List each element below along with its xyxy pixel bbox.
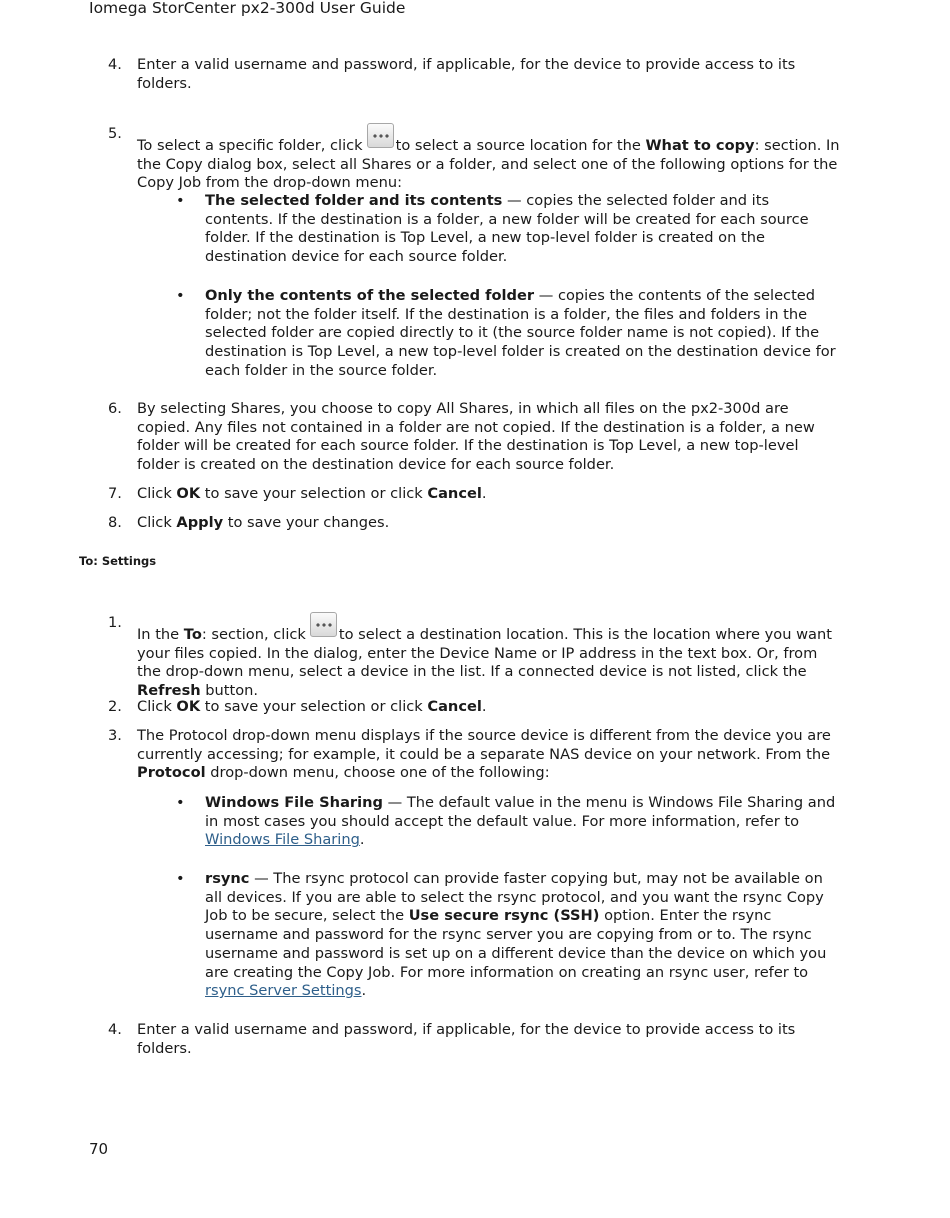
bold-text: The selected folder and its contents bbox=[205, 192, 503, 209]
bold-text: Apply bbox=[176, 514, 224, 531]
list-number: 8. bbox=[108, 514, 122, 531]
list-number: 3. bbox=[108, 727, 122, 744]
list-item bbox=[108, 485, 843, 504]
bold-text: OK bbox=[176, 485, 201, 502]
list-number: 2. bbox=[108, 698, 122, 715]
list-item-text bbox=[137, 727, 843, 783]
text-run: To select a specific folder, click bbox=[137, 137, 363, 154]
bullet-item bbox=[176, 192, 836, 267]
list-item-text: Enter a valid username and password, if applicable, for the device to provide access to its folders. bbox=[137, 1021, 796, 1057]
text-run: Click bbox=[137, 698, 172, 715]
browse-button-icon bbox=[367, 123, 394, 148]
text-run: . bbox=[481, 485, 487, 502]
text-run: . bbox=[361, 982, 367, 1000]
text-run: drop-down menu, choose one of the following: bbox=[210, 764, 550, 782]
text-run: to save your changes. bbox=[227, 514, 390, 531]
bullet-item bbox=[176, 287, 836, 381]
text-run: button. bbox=[205, 682, 259, 700]
list-item bbox=[108, 698, 843, 717]
rsync-server-settings-link[interactable]: rsync Server Settings bbox=[205, 982, 362, 1000]
list-item-text: By selecting Shares, you choose to copy All Shares, in which all files on the px2-300d are copied. Any files not contained in a folder are not copied. If the destination is a folder, a new folder will be created for each source folder. If the destination is Top Level, a new top-level folder is created on the destination device for each source folder. bbox=[137, 400, 815, 474]
bold-text: Use secure rsync (SSH) bbox=[408, 907, 600, 925]
text-run: to select a source location for the bbox=[395, 137, 641, 154]
text-run: Click bbox=[137, 485, 172, 502]
list-number: 4. bbox=[108, 1021, 122, 1038]
list-item-text bbox=[137, 514, 843, 533]
list-item bbox=[108, 125, 843, 193]
bold-text: Cancel bbox=[427, 485, 482, 502]
text-run: — copies the selected folder and its contents. If the destination is a folder, a new folder will be created for each source folder. If the destination is Top Level, a new top-level folder is created on the destination device for each source folder. bbox=[205, 192, 809, 266]
text-run: : section, click bbox=[201, 626, 306, 643]
bullet-dot: • bbox=[176, 192, 185, 209]
bullet-dot: • bbox=[176, 870, 185, 887]
list-item-text bbox=[137, 125, 843, 193]
text-run: to save your selection or click bbox=[204, 698, 423, 715]
list-number: 4. bbox=[108, 56, 122, 73]
bullet-text bbox=[205, 794, 836, 850]
list-number: 1. bbox=[108, 614, 122, 631]
page-number: 70 bbox=[89, 1140, 109, 1158]
section-heading: To: Settings bbox=[79, 554, 157, 568]
text-run: . bbox=[359, 831, 365, 849]
text-run: . bbox=[481, 698, 487, 715]
bold-text: Windows File Sharing bbox=[205, 794, 383, 811]
list-item bbox=[108, 400, 843, 475]
bold-text: To bbox=[183, 626, 202, 643]
list-item bbox=[108, 1021, 843, 1058]
bold-text: What to copy bbox=[645, 137, 755, 154]
text-run: — copies the contents of the selected folder; not the folder itself. If the destination is a folder, the files and folders in the selected folder are copied directly to it (the source folder name is not copied). If the destination is Top Level, a new top-level folder is created on the destination device for each folder in the source folder. bbox=[205, 287, 836, 379]
bold-text: rsync bbox=[205, 870, 250, 887]
bullet-item bbox=[176, 794, 836, 850]
bold-text: OK bbox=[176, 698, 201, 715]
bold-text: Cancel bbox=[427, 698, 482, 715]
list-item-text bbox=[137, 614, 843, 701]
bold-text: Refresh bbox=[137, 682, 201, 700]
bold-text: Protocol bbox=[137, 764, 206, 782]
text-run: option. Enter the rsync username and password for the rsync server you are copying from or to. The rsync username and password is set up on a different device than the device on which you are creating the Copy Job. For more information on creating an rsync user, refer to bbox=[205, 907, 827, 981]
list-item bbox=[108, 56, 843, 93]
text-run: to select a destination location. This is the location where you want your files copied. In the dialog, enter the Device Name or IP address in the text box. Or, from the drop-down menu, select a device in the list. If a connected device is not listed, click the bbox=[137, 626, 832, 681]
bullet-dot: • bbox=[176, 794, 185, 811]
running-header: Iomega StorCenter px2-300d User Guide bbox=[89, 0, 406, 17]
list-item-text: Enter a valid username and password, if applicable, for the device to provide access to its folders. bbox=[137, 56, 796, 92]
text-run: — The default value in the menu is Windows File Sharing and in most cases you should accept the default value. For more information, refer to bbox=[205, 794, 836, 830]
bullet-text bbox=[205, 287, 836, 381]
list-item bbox=[108, 727, 843, 783]
list-number: 6. bbox=[108, 400, 122, 417]
text-run: : section. In the Copy dialog box, select all Shares or a folder, and select one of the following options for the Copy Job from the drop-down menu: bbox=[137, 137, 840, 192]
list-number: 7. bbox=[108, 485, 122, 502]
list-item-text bbox=[137, 698, 843, 717]
text-run: — The rsync protocol can provide faster copying but, may not be available on all devices. If you are able to select the rsync protocol, and you want the rsync Copy Job to be secure, select the bbox=[205, 870, 824, 925]
list-item-text bbox=[137, 485, 843, 504]
list-number: 5. bbox=[108, 125, 122, 142]
text-run: to save your selection or click bbox=[204, 485, 423, 502]
list-item bbox=[108, 614, 843, 701]
bullet-dot: • bbox=[176, 287, 185, 304]
windows-file-sharing-link[interactable]: Windows File Sharing bbox=[205, 831, 360, 849]
text-run: Click bbox=[137, 514, 172, 531]
bullet-text bbox=[205, 192, 836, 267]
browse-button-icon bbox=[310, 612, 337, 637]
bullet-item bbox=[176, 870, 836, 1001]
bold-text: Only the contents of the selected folder bbox=[205, 287, 535, 304]
list-item bbox=[108, 514, 843, 533]
text-run: The Protocol drop-down menu displays if the source device is different from the device you are currently accessing; for example, it could be a separate NAS device on your network. From the bbox=[137, 727, 831, 763]
text-run: In the bbox=[137, 626, 180, 643]
bullet-text bbox=[205, 870, 836, 1001]
